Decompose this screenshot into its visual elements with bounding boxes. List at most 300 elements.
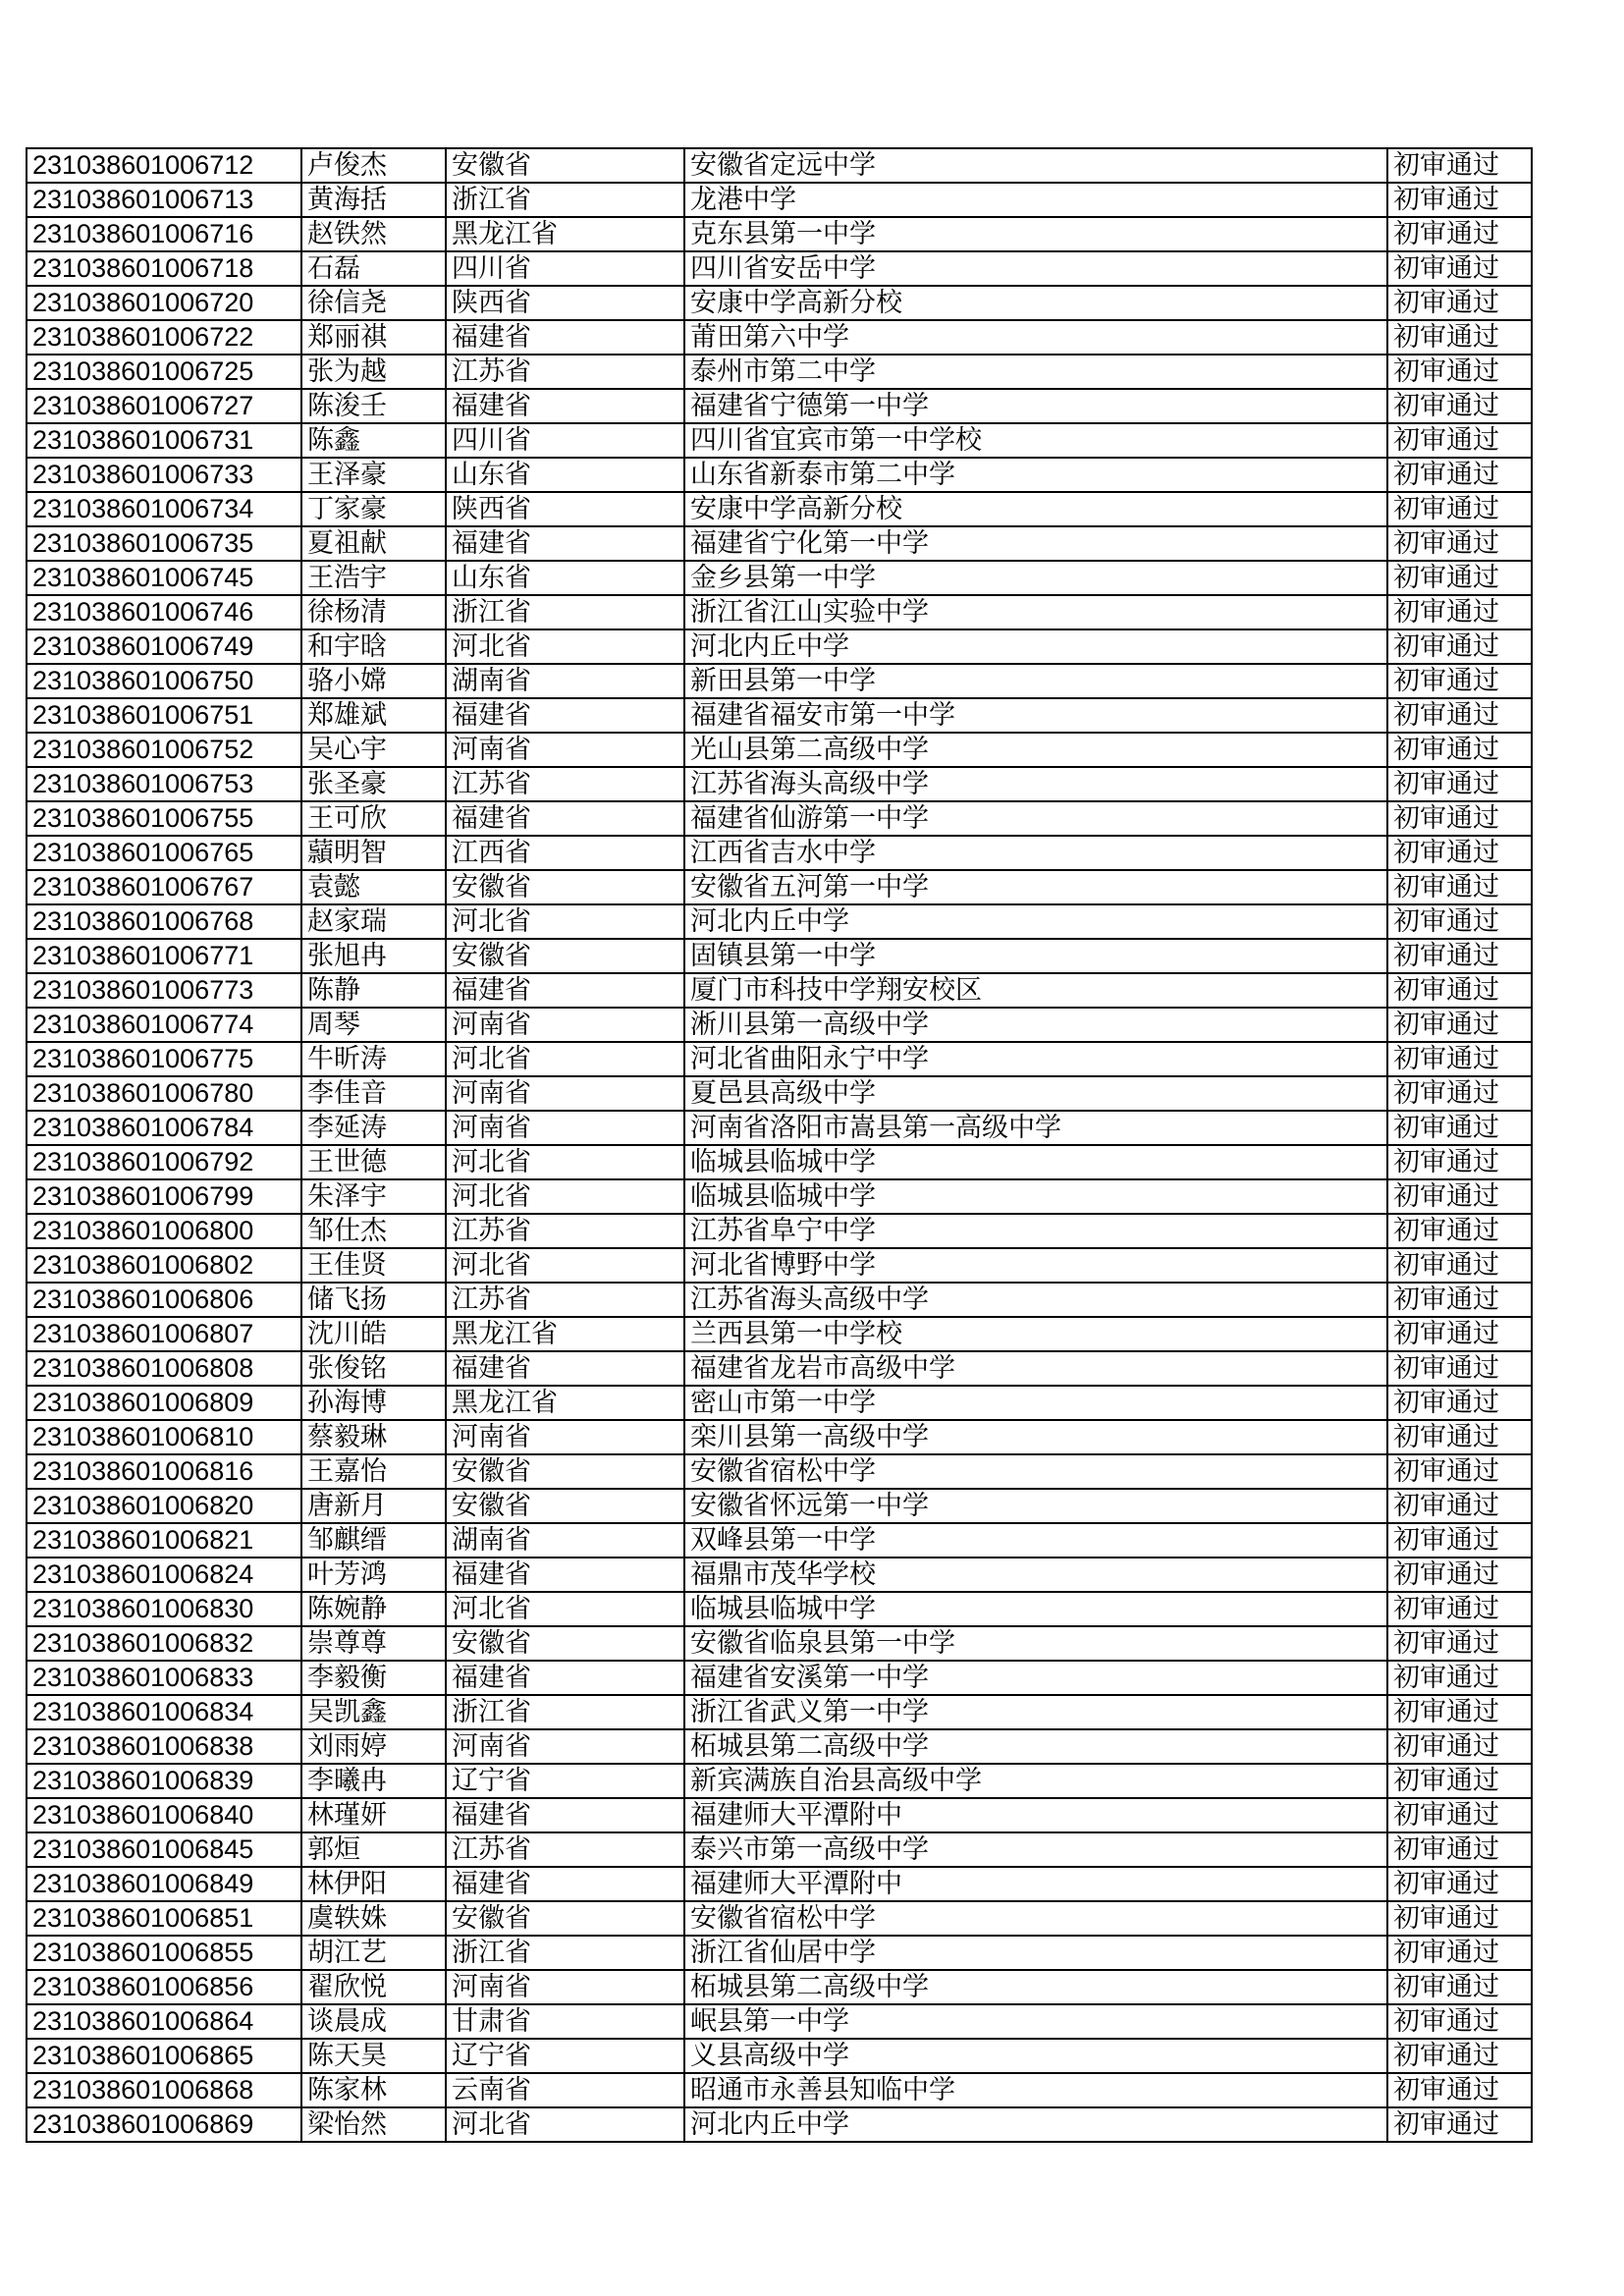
name-cell: 吴心宇 xyxy=(301,733,446,767)
school-cell: 浙江省仙居中学 xyxy=(684,1936,1387,1970)
applicant-id-cell: 231038601006750 xyxy=(27,664,301,698)
status-cell: 初审通过 xyxy=(1387,1248,1532,1283)
province-cell: 浙江省 xyxy=(446,1936,684,1970)
province-cell: 河北省 xyxy=(446,904,684,939)
school-cell: 福建师大平潭附中 xyxy=(684,1867,1387,1901)
province-cell: 黑龙江省 xyxy=(446,217,684,251)
table-row xyxy=(27,217,1532,251)
table-row xyxy=(27,664,1532,698)
name-cell: 王可欣 xyxy=(301,801,446,836)
school-cell: 新宾满族自治县高级中学 xyxy=(684,1764,1387,1798)
status-cell: 初审通过 xyxy=(1387,1008,1532,1042)
school-cell: 福建省安溪第一中学 xyxy=(684,1661,1387,1695)
school-cell: 临城县临城中学 xyxy=(684,1179,1387,1214)
table-row xyxy=(27,1901,1532,1936)
applicant-id-cell: 231038601006784 xyxy=(27,1111,301,1145)
applicant-id-cell: 231038601006746 xyxy=(27,595,301,629)
school-cell: 福建师大平潭附中 xyxy=(684,1798,1387,1832)
province-cell: 河北省 xyxy=(446,1592,684,1626)
applicant-id-cell: 231038601006765 xyxy=(27,836,301,870)
name-cell: 周琴 xyxy=(301,1008,446,1042)
applicant-id-cell: 231038601006830 xyxy=(27,1592,301,1626)
status-cell: 初审通过 xyxy=(1387,286,1532,320)
status-cell: 初审通过 xyxy=(1387,1764,1532,1798)
table-body xyxy=(27,148,1532,2142)
status-cell: 初审通过 xyxy=(1387,1179,1532,1214)
name-cell: 张俊铭 xyxy=(301,1351,446,1386)
applicant-id-cell: 231038601006807 xyxy=(27,1317,301,1351)
province-cell: 河北省 xyxy=(446,1248,684,1283)
province-cell: 甘肃省 xyxy=(446,2004,684,2039)
table-row xyxy=(27,1970,1532,2004)
name-cell: 崇尊尊 xyxy=(301,1626,446,1661)
name-cell: 夏祖献 xyxy=(301,526,446,561)
province-cell: 江苏省 xyxy=(446,1832,684,1867)
school-cell: 福建省龙岩市高级中学 xyxy=(684,1351,1387,1386)
applicant-id-cell: 231038601006774 xyxy=(27,1008,301,1042)
status-cell: 初审通过 xyxy=(1387,698,1532,733)
status-cell: 初审通过 xyxy=(1387,1936,1532,1970)
province-cell: 云南省 xyxy=(446,2073,684,2107)
table-row xyxy=(27,1764,1532,1798)
table-row xyxy=(27,1386,1532,1420)
name-cell: 叶芳鸿 xyxy=(301,1558,446,1592)
school-cell: 岷县第一中学 xyxy=(684,2004,1387,2039)
province-cell: 河北省 xyxy=(446,629,684,664)
status-cell: 初审通过 xyxy=(1387,1214,1532,1248)
province-cell: 浙江省 xyxy=(446,595,684,629)
applicant-id-cell: 231038601006753 xyxy=(27,767,301,801)
table-row xyxy=(27,1283,1532,1317)
school-cell: 安康中学高新分校 xyxy=(684,492,1387,526)
applicant-id-cell: 231038601006773 xyxy=(27,973,301,1008)
school-cell: 厦门市科技中学翔安校区 xyxy=(684,973,1387,1008)
name-cell: 郭烜 xyxy=(301,1832,446,1867)
table-row xyxy=(27,2039,1532,2073)
school-cell: 义县高级中学 xyxy=(684,2039,1387,2073)
school-cell: 泰兴市第一高级中学 xyxy=(684,1832,1387,1867)
status-cell: 初审通过 xyxy=(1387,561,1532,595)
applicant-id-cell: 231038601006810 xyxy=(27,1420,301,1454)
name-cell: 邹仕杰 xyxy=(301,1214,446,1248)
school-cell: 夏邑县高级中学 xyxy=(684,1076,1387,1111)
school-cell: 龙港中学 xyxy=(684,183,1387,217)
name-cell: 石磊 xyxy=(301,251,446,286)
applicant-id-cell: 231038601006806 xyxy=(27,1283,301,1317)
applicant-id-cell: 231038601006751 xyxy=(27,698,301,733)
table-row xyxy=(27,251,1532,286)
status-cell: 初审通过 xyxy=(1387,664,1532,698)
school-cell: 兰西县第一中学校 xyxy=(684,1317,1387,1351)
table-row xyxy=(27,733,1532,767)
province-cell: 黑龙江省 xyxy=(446,1317,684,1351)
applicant-id-cell: 231038601006720 xyxy=(27,286,301,320)
status-cell: 初审通过 xyxy=(1387,1076,1532,1111)
school-cell: 四川省安岳中学 xyxy=(684,251,1387,286)
status-cell: 初审通过 xyxy=(1387,870,1532,904)
school-cell: 江苏省海头高级中学 xyxy=(684,1283,1387,1317)
province-cell: 河北省 xyxy=(446,1145,684,1179)
name-cell: 王浩宇 xyxy=(301,561,446,595)
table-row xyxy=(27,1454,1532,1489)
applicant-id-cell: 231038601006752 xyxy=(27,733,301,767)
province-cell: 四川省 xyxy=(446,423,684,458)
school-cell: 浙江省江山实验中学 xyxy=(684,595,1387,629)
name-cell: 蘏明智 xyxy=(301,836,446,870)
province-cell: 河北省 xyxy=(446,2107,684,2142)
table-row xyxy=(27,148,1532,183)
applicant-id-cell: 231038601006856 xyxy=(27,1970,301,2004)
status-cell: 初审通过 xyxy=(1387,629,1532,664)
table-row xyxy=(27,1558,1532,1592)
table-row xyxy=(27,286,1532,320)
status-cell: 初审通过 xyxy=(1387,1970,1532,2004)
name-cell: 牛昕涛 xyxy=(301,1042,446,1076)
province-cell: 安徽省 xyxy=(446,1454,684,1489)
province-cell: 浙江省 xyxy=(446,1695,684,1729)
name-cell: 邹麒缙 xyxy=(301,1523,446,1558)
name-cell: 胡江艺 xyxy=(301,1936,446,1970)
table-row xyxy=(27,423,1532,458)
table-row xyxy=(27,1695,1532,1729)
status-cell: 初审通过 xyxy=(1387,973,1532,1008)
table-row xyxy=(27,561,1532,595)
table-row xyxy=(27,1729,1532,1764)
province-cell: 江西省 xyxy=(446,836,684,870)
name-cell: 和宇晗 xyxy=(301,629,446,664)
status-cell: 初审通过 xyxy=(1387,423,1532,458)
name-cell: 张圣豪 xyxy=(301,767,446,801)
name-cell: 储飞扬 xyxy=(301,1283,446,1317)
status-cell: 初审通过 xyxy=(1387,389,1532,423)
applicant-id-cell: 231038601006855 xyxy=(27,1936,301,1970)
name-cell: 郑丽祺 xyxy=(301,320,446,355)
province-cell: 河北省 xyxy=(446,1042,684,1076)
table-row xyxy=(27,595,1532,629)
status-cell: 初审通过 xyxy=(1387,526,1532,561)
table-row xyxy=(27,836,1532,870)
name-cell: 陈静 xyxy=(301,973,446,1008)
province-cell: 江苏省 xyxy=(446,1283,684,1317)
province-cell: 陕西省 xyxy=(446,492,684,526)
name-cell: 王泽豪 xyxy=(301,458,446,492)
province-cell: 安徽省 xyxy=(446,870,684,904)
province-cell: 福建省 xyxy=(446,801,684,836)
applicant-id-cell: 231038601006718 xyxy=(27,251,301,286)
table-row xyxy=(27,1798,1532,1832)
status-cell: 初审通过 xyxy=(1387,2039,1532,2073)
applicant-id-cell: 231038601006845 xyxy=(27,1832,301,1867)
applicant-id-cell: 231038601006733 xyxy=(27,458,301,492)
status-cell: 初审通过 xyxy=(1387,1661,1532,1695)
applicant-id-cell: 231038601006792 xyxy=(27,1145,301,1179)
province-cell: 湖南省 xyxy=(446,664,684,698)
province-cell: 河南省 xyxy=(446,1970,684,2004)
applicant-id-cell: 231038601006824 xyxy=(27,1558,301,1592)
applicant-id-cell: 231038601006839 xyxy=(27,1764,301,1798)
status-cell: 初审通过 xyxy=(1387,2107,1532,2142)
applicant-id-cell: 231038601006780 xyxy=(27,1076,301,1111)
table-row xyxy=(27,1214,1532,1248)
school-cell: 柘城县第二高级中学 xyxy=(684,1729,1387,1764)
status-cell: 初审通过 xyxy=(1387,1420,1532,1454)
province-cell: 江苏省 xyxy=(446,1214,684,1248)
province-cell: 福建省 xyxy=(446,698,684,733)
applicant-id-cell: 231038601006725 xyxy=(27,355,301,389)
name-cell: 赵家瑞 xyxy=(301,904,446,939)
applicant-id-cell: 231038601006734 xyxy=(27,492,301,526)
school-cell: 金乡县第一中学 xyxy=(684,561,1387,595)
applicant-id-cell: 231038601006775 xyxy=(27,1042,301,1076)
status-cell: 初审通过 xyxy=(1387,320,1532,355)
school-cell: 安徽省定远中学 xyxy=(684,148,1387,183)
name-cell: 孙海博 xyxy=(301,1386,446,1420)
province-cell: 河南省 xyxy=(446,1008,684,1042)
school-cell: 栾川县第一高级中学 xyxy=(684,1420,1387,1454)
status-cell: 初审通过 xyxy=(1387,767,1532,801)
name-cell: 赵铁然 xyxy=(301,217,446,251)
school-cell: 江西省吉水中学 xyxy=(684,836,1387,870)
school-cell: 安徽省临泉县第一中学 xyxy=(684,1626,1387,1661)
name-cell: 李延涛 xyxy=(301,1111,446,1145)
table-row xyxy=(27,767,1532,801)
school-cell: 新田县第一中学 xyxy=(684,664,1387,698)
applicant-id-cell: 231038601006768 xyxy=(27,904,301,939)
status-cell: 初审通过 xyxy=(1387,1283,1532,1317)
status-cell: 初审通过 xyxy=(1387,939,1532,973)
status-cell: 初审通过 xyxy=(1387,1695,1532,1729)
name-cell: 谈晨成 xyxy=(301,2004,446,2039)
status-cell: 初审通过 xyxy=(1387,1042,1532,1076)
table-row xyxy=(27,492,1532,526)
status-cell: 初审通过 xyxy=(1387,595,1532,629)
status-cell: 初审通过 xyxy=(1387,1832,1532,1867)
table-row xyxy=(27,1523,1532,1558)
province-cell: 福建省 xyxy=(446,526,684,561)
applicant-id-cell: 231038601006849 xyxy=(27,1867,301,1901)
name-cell: 袁懿 xyxy=(301,870,446,904)
province-cell: 浙江省 xyxy=(446,183,684,217)
applicant-id-cell: 231038601006833 xyxy=(27,1661,301,1695)
table-row xyxy=(27,1489,1532,1523)
name-cell: 沈川皓 xyxy=(301,1317,446,1351)
applicant-id-cell: 231038601006869 xyxy=(27,2107,301,2142)
table-row xyxy=(27,801,1532,836)
name-cell: 卢俊杰 xyxy=(301,148,446,183)
table-row xyxy=(27,183,1532,217)
applicant-id-cell: 231038601006864 xyxy=(27,2004,301,2039)
province-cell: 辽宁省 xyxy=(446,2039,684,2073)
table-row xyxy=(27,458,1532,492)
status-cell: 初审通过 xyxy=(1387,1798,1532,1832)
province-cell: 福建省 xyxy=(446,973,684,1008)
status-cell: 初审通过 xyxy=(1387,733,1532,767)
name-cell: 张旭冉 xyxy=(301,939,446,973)
applicant-id-cell: 231038601006727 xyxy=(27,389,301,423)
status-cell: 初审通过 xyxy=(1387,1454,1532,1489)
school-cell: 福建省宁德第一中学 xyxy=(684,389,1387,423)
name-cell: 陈鑫 xyxy=(301,423,446,458)
applicant-id-cell: 231038601006712 xyxy=(27,148,301,183)
applicant-id-cell: 231038601006722 xyxy=(27,320,301,355)
school-cell: 光山县第二高级中学 xyxy=(684,733,1387,767)
table-row xyxy=(27,1626,1532,1661)
name-cell: 蔡毅琳 xyxy=(301,1420,446,1454)
table-row xyxy=(27,1936,1532,1970)
school-cell: 莆田第六中学 xyxy=(684,320,1387,355)
province-cell: 河南省 xyxy=(446,1111,684,1145)
applicant-id-cell: 231038601006868 xyxy=(27,2073,301,2107)
name-cell: 陈婉静 xyxy=(301,1592,446,1626)
school-cell: 克东县第一中学 xyxy=(684,217,1387,251)
name-cell: 丁家豪 xyxy=(301,492,446,526)
school-cell: 密山市第一中学 xyxy=(684,1386,1387,1420)
school-cell: 福建省宁化第一中学 xyxy=(684,526,1387,561)
province-cell: 安徽省 xyxy=(446,148,684,183)
name-cell: 陈浚壬 xyxy=(301,389,446,423)
table-row xyxy=(27,870,1532,904)
status-cell: 初审通过 xyxy=(1387,1489,1532,1523)
status-cell: 初审通过 xyxy=(1387,492,1532,526)
table-row xyxy=(27,1042,1532,1076)
applicant-id-cell: 231038601006840 xyxy=(27,1798,301,1832)
applicant-id-cell: 231038601006821 xyxy=(27,1523,301,1558)
school-cell: 福建省仙游第一中学 xyxy=(684,801,1387,836)
province-cell: 福建省 xyxy=(446,1351,684,1386)
school-cell: 江苏省海头高级中学 xyxy=(684,767,1387,801)
status-cell: 初审通过 xyxy=(1387,1867,1532,1901)
name-cell: 郑雄斌 xyxy=(301,698,446,733)
status-cell: 初审通过 xyxy=(1387,183,1532,217)
name-cell: 张为越 xyxy=(301,355,446,389)
name-cell: 刘雨婷 xyxy=(301,1729,446,1764)
province-cell: 河南省 xyxy=(446,1420,684,1454)
applicant-id-cell: 231038601006838 xyxy=(27,1729,301,1764)
province-cell: 安徽省 xyxy=(446,939,684,973)
table-row xyxy=(27,2107,1532,2142)
school-cell: 河北内丘中学 xyxy=(684,2107,1387,2142)
status-cell: 初审通过 xyxy=(1387,1901,1532,1936)
school-cell: 淅川县第一高级中学 xyxy=(684,1008,1387,1042)
applicant-id-cell: 231038601006731 xyxy=(27,423,301,458)
name-cell: 黄海括 xyxy=(301,183,446,217)
status-cell: 初审通过 xyxy=(1387,1558,1532,1592)
name-cell: 林伊阳 xyxy=(301,1867,446,1901)
table-row xyxy=(27,1832,1532,1867)
school-cell: 安徽省宿松中学 xyxy=(684,1454,1387,1489)
school-cell: 固镇县第一中学 xyxy=(684,939,1387,973)
table-row xyxy=(27,698,1532,733)
province-cell: 安徽省 xyxy=(446,1901,684,1936)
table-row xyxy=(27,389,1532,423)
table-row xyxy=(27,1145,1532,1179)
status-cell: 初审通过 xyxy=(1387,1729,1532,1764)
school-cell: 江苏省阜宁中学 xyxy=(684,1214,1387,1248)
province-cell: 黑龙江省 xyxy=(446,1386,684,1420)
status-cell: 初审通过 xyxy=(1387,1145,1532,1179)
applicant-id-cell: 231038601006832 xyxy=(27,1626,301,1661)
table-row xyxy=(27,904,1532,939)
table-row xyxy=(27,526,1532,561)
province-cell: 福建省 xyxy=(446,1661,684,1695)
name-cell: 朱泽宇 xyxy=(301,1179,446,1214)
applicant-id-cell: 231038601006755 xyxy=(27,801,301,836)
school-cell: 双峰县第一中学 xyxy=(684,1523,1387,1558)
table-row xyxy=(27,355,1532,389)
applicant-id-cell: 231038601006820 xyxy=(27,1489,301,1523)
table-row xyxy=(27,939,1532,973)
school-cell: 河南省洛阳市嵩县第一高级中学 xyxy=(684,1111,1387,1145)
status-cell: 初审通过 xyxy=(1387,1317,1532,1351)
applicant-id-cell: 231038601006865 xyxy=(27,2039,301,2073)
status-cell: 初审通过 xyxy=(1387,1351,1532,1386)
table-row xyxy=(27,1420,1532,1454)
school-cell: 河北内丘中学 xyxy=(684,904,1387,939)
province-cell: 河南省 xyxy=(446,1076,684,1111)
school-cell: 四川省宜宾市第一中学校 xyxy=(684,423,1387,458)
status-cell: 初审通过 xyxy=(1387,2073,1532,2107)
status-cell: 初审通过 xyxy=(1387,355,1532,389)
status-cell: 初审通过 xyxy=(1387,1626,1532,1661)
province-cell: 江苏省 xyxy=(446,767,684,801)
school-cell: 临城县临城中学 xyxy=(684,1592,1387,1626)
table-row xyxy=(27,973,1532,1008)
applicant-id-cell: 231038601006749 xyxy=(27,629,301,664)
province-cell: 福建省 xyxy=(446,1798,684,1832)
table-row xyxy=(27,320,1532,355)
province-cell: 湖南省 xyxy=(446,1523,684,1558)
province-cell: 山东省 xyxy=(446,561,684,595)
province-cell: 河南省 xyxy=(446,1729,684,1764)
table-row xyxy=(27,1592,1532,1626)
status-cell: 初审通过 xyxy=(1387,904,1532,939)
school-cell: 福建省福安市第一中学 xyxy=(684,698,1387,733)
province-cell: 福建省 xyxy=(446,389,684,423)
name-cell: 王佳贤 xyxy=(301,1248,446,1283)
table-row xyxy=(27,1008,1532,1042)
table-row xyxy=(27,2073,1532,2107)
table-row xyxy=(27,1076,1532,1111)
school-cell: 河北内丘中学 xyxy=(684,629,1387,664)
applicant-id-cell: 231038601006800 xyxy=(27,1214,301,1248)
status-cell: 初审通过 xyxy=(1387,801,1532,836)
school-cell: 安徽省宿松中学 xyxy=(684,1901,1387,1936)
applicant-id-cell: 231038601006834 xyxy=(27,1695,301,1729)
province-cell: 河南省 xyxy=(446,733,684,767)
province-cell: 陕西省 xyxy=(446,286,684,320)
school-cell: 柘城县第二高级中学 xyxy=(684,1970,1387,2004)
school-cell: 河北省曲阳永宁中学 xyxy=(684,1042,1387,1076)
school-cell: 昭通市永善县知临中学 xyxy=(684,2073,1387,2107)
province-cell: 福建省 xyxy=(446,1558,684,1592)
status-cell: 初审通过 xyxy=(1387,2004,1532,2039)
name-cell: 梁怡然 xyxy=(301,2107,446,2142)
applicant-id-cell: 231038601006771 xyxy=(27,939,301,973)
school-cell: 河北省博野中学 xyxy=(684,1248,1387,1283)
table-row xyxy=(27,1248,1532,1283)
province-cell: 四川省 xyxy=(446,251,684,286)
applicant-id-cell: 231038601006767 xyxy=(27,870,301,904)
applicant-id-cell: 231038601006816 xyxy=(27,1454,301,1489)
province-cell: 山东省 xyxy=(446,458,684,492)
applicant-id-cell: 231038601006735 xyxy=(27,526,301,561)
province-cell: 安徽省 xyxy=(446,1626,684,1661)
name-cell: 李佳音 xyxy=(301,1076,446,1111)
name-cell: 李曦冉 xyxy=(301,1764,446,1798)
school-cell: 山东省新泰市第二中学 xyxy=(684,458,1387,492)
province-cell: 安徽省 xyxy=(446,1489,684,1523)
name-cell: 吴凯鑫 xyxy=(301,1695,446,1729)
